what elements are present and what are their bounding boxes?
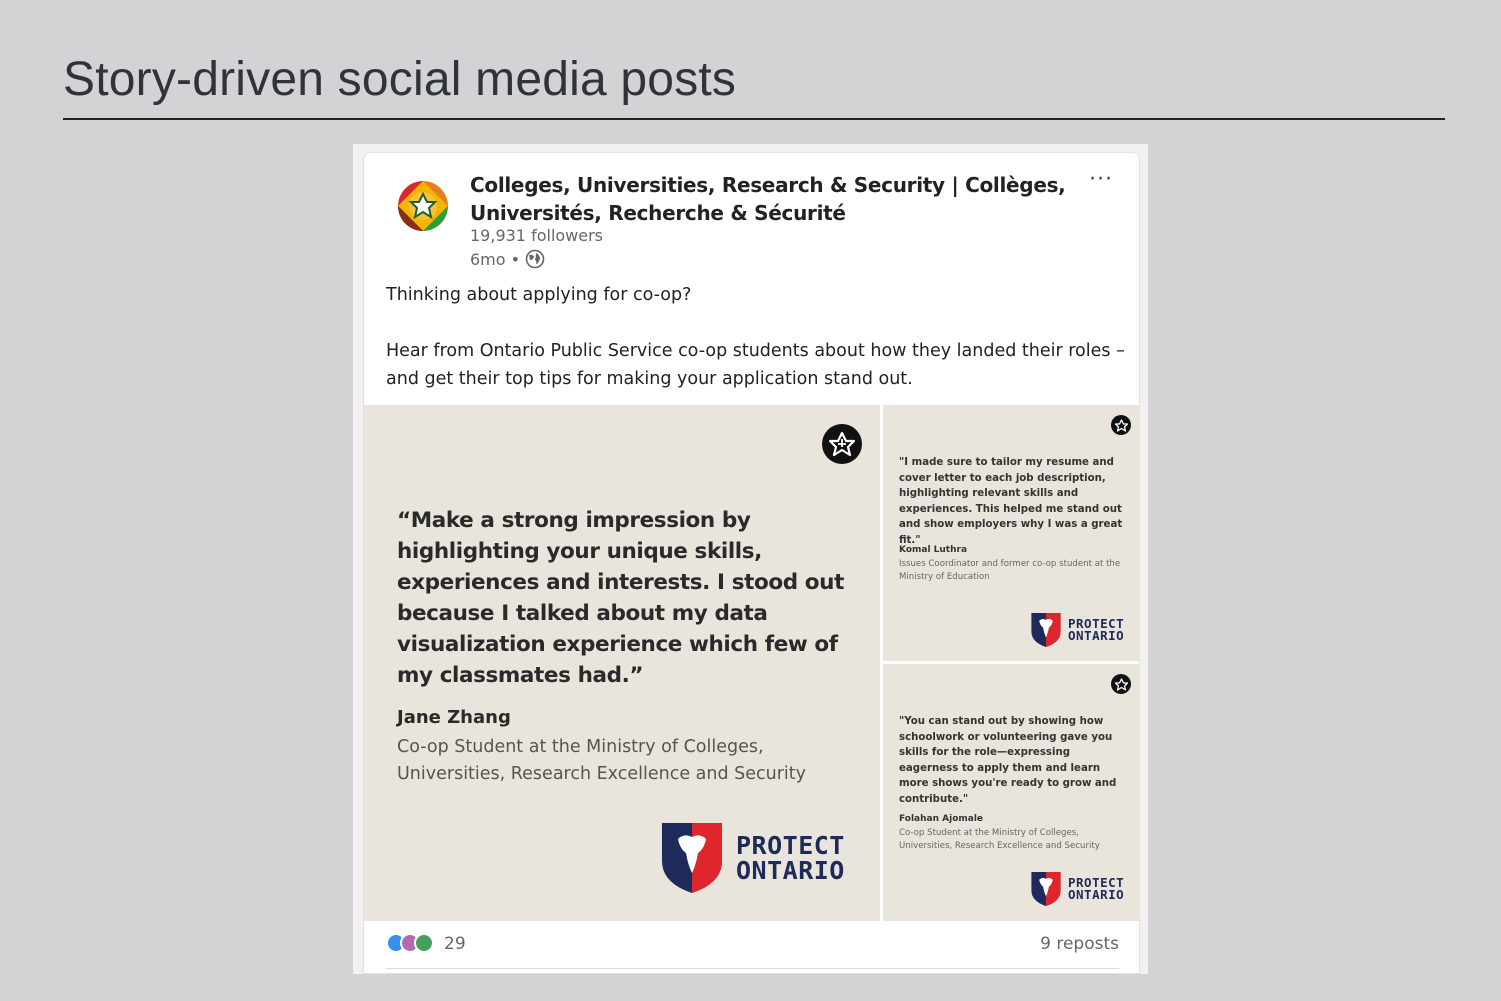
- quote-text: "I made sure to tailor my resume and cover letter to each job description, highlighting relevant skills and experiences. This helped me stand out and show employers why I was a great fit.": [899, 457, 1123, 546]
- post-image-grid[interactable]: [364, 405, 1140, 921]
- post-screenshot-frame: [353, 144, 1148, 974]
- reaction-count[interactable]: 29: [444, 934, 466, 954]
- image-bottom-right[interactable]: [883, 664, 1140, 921]
- quote-text: "You can stand out by showing how schoolwork or volunteering gave you skills for the role—expressing eagerness to apply them and learn more shows you're ready to grow and contribute.": [899, 716, 1117, 805]
- brand-line-ontario: ONTARIO: [1068, 628, 1125, 643]
- shield-icon: [1030, 871, 1062, 907]
- protect-ontario-logo: [1030, 871, 1124, 907]
- support-reaction-icon: [414, 933, 434, 953]
- brand-line-ontario: ONTARIO: [736, 856, 845, 885]
- title-divider: [63, 118, 1445, 120]
- globe-icon: [525, 249, 545, 269]
- image-top-right[interactable]: [883, 405, 1140, 661]
- engagement-bar: [386, 929, 1119, 969]
- image-main[interactable]: [364, 405, 880, 921]
- quote-author-role: Issues Coordinator and former co-op student at the Ministry of Education: [899, 559, 1121, 582]
- org-logo[interactable]: [398, 181, 448, 231]
- brand-line-protect: PROTECT: [1068, 874, 1125, 890]
- shield-icon: [660, 821, 724, 895]
- slide-title: Story-driven social media posts: [63, 53, 737, 106]
- quote-author: Folahan Ajomale: [899, 814, 984, 824]
- trillium-icon: [1111, 674, 1131, 694]
- post-age: 6mo: [470, 249, 506, 269]
- quote-author-role: Co-op Student at the Ministry of Colleges, Universities, Research Excellence and Security: [899, 828, 1100, 851]
- post-body: [386, 281, 1126, 393]
- more-options-button[interactable]: ···: [1089, 167, 1113, 192]
- quote-author-role: Co-op Student at the Ministry of Colleges, Universities, Research Excellence and Security: [397, 737, 807, 784]
- reaction-icons[interactable]: [386, 933, 428, 953]
- brand-line-protect: PROTECT: [1068, 615, 1125, 631]
- trillium-icon: [822, 424, 862, 464]
- linkedin-post-card: [363, 152, 1140, 974]
- brand-line-protect: PROTECT: [736, 831, 845, 860]
- trillium-icon: [1111, 415, 1131, 435]
- follower-count: 19,931 followers: [470, 226, 604, 245]
- protect-ontario-logo: [1030, 612, 1124, 648]
- reposts-link[interactable]: 9 reposts: [1040, 934, 1119, 954]
- post-meta: [470, 249, 545, 269]
- post-paragraph: Hear from Ontario Public Service co-op students about how they landed their roles – and get their top tips for making your application stand out.: [386, 341, 1125, 389]
- protect-ontario-logo: [660, 821, 845, 895]
- org-name-link[interactable]: Colleges, Universities, Research & Security | Collèges, Universités, Recherche & Sécurité: [470, 173, 1066, 225]
- post-paragraph: Thinking about applying for co-op?: [386, 285, 692, 305]
- quote-author: Komal Luthra: [899, 545, 968, 555]
- shield-icon: [1030, 612, 1062, 648]
- meta-separator: •: [510, 249, 520, 269]
- brand-line-ontario: ONTARIO: [1068, 887, 1125, 902]
- quote-text: “Make a strong impression by highlighting your unique skills, experiences and interests. I stood out because I talked about my data visualization experience which few of my classmates had.”: [397, 508, 844, 688]
- quote-author: Jane Zhang: [397, 707, 511, 728]
